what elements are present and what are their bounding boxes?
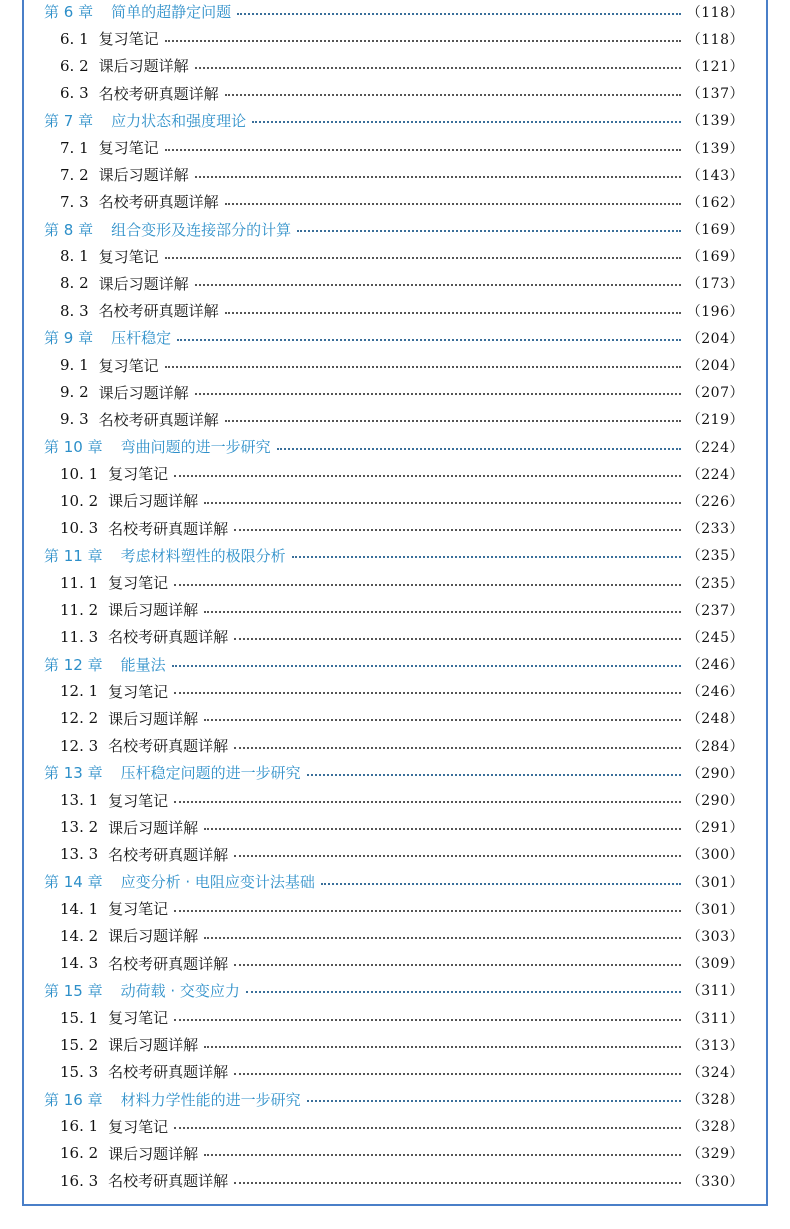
entry-title: 名校考研真题详解 [108,628,229,647]
toc-section-entry[interactable] [44,25,744,52]
dot-leader [165,149,681,151]
entry-page-number: （329） [686,1146,744,1163]
entry-page-number: （224） [686,466,744,483]
toc-section-entry[interactable] [44,705,744,732]
dot-leader [225,420,681,422]
entry-number: 第 9 章 [44,329,94,348]
toc-section-entry[interactable] [44,351,744,378]
entry-number: 12. 3 [60,736,99,755]
entry-page-number: （324） [686,1064,744,1081]
entry-number: 8. 2 [60,274,89,293]
dot-leader [237,13,681,15]
toc-section-entry[interactable] [44,80,744,107]
entry-title: 组合变形及连接部分的计算 [111,220,292,239]
toc-section-entry[interactable] [44,1113,744,1140]
toc-section-entry[interactable] [44,52,744,79]
entry-page-number: （162） [686,194,744,211]
entry-page-number: （118） [686,31,744,48]
entry-title: 课后习题详解 [98,166,189,185]
entry-number: 第 16 章 [44,1090,103,1109]
entry-number: 7. 2 [60,165,89,184]
entry-number: 14. 2 [60,926,99,945]
entry-number: 8. 3 [60,301,89,320]
toc-chapter-entry[interactable] [44,1086,744,1113]
entry-number: 第 14 章 [44,873,103,892]
entry-title: 复习笔记 [108,1117,169,1136]
entry-number: 9. 1 [60,356,89,375]
entry-number: 13. 3 [60,845,99,864]
entry-page-number: （235） [686,548,744,565]
dot-leader [321,883,681,885]
entry-page-number: （290） [686,793,744,810]
entry-title: 材料力学性能的进一步研究 [120,1090,301,1109]
entry-number: 7. 3 [60,192,89,211]
toc-chapter-entry[interactable] [44,107,744,134]
toc-section-entry[interactable] [44,1004,744,1031]
dot-leader [234,529,681,531]
entry-number: 11. 3 [60,627,99,646]
dot-leader [195,393,681,395]
dot-leader [234,638,681,640]
entry-title: 课后习题详解 [108,927,199,946]
entry-number: 第 8 章 [44,220,94,239]
entry-number: 第 11 章 [44,546,103,565]
entry-title: 课后习题详解 [108,1144,199,1163]
entry-page-number: （237） [686,602,744,619]
dot-leader [246,991,681,993]
entry-title: 名校考研真题详解 [98,302,219,321]
dot-leader [307,774,681,776]
entry-page-number: （139） [686,113,744,130]
entry-page-number: （169） [686,249,744,266]
entry-title: 复习笔记 [108,791,169,810]
entry-page-number: （328） [686,1092,744,1109]
entry-page-number: （235） [686,575,744,592]
dot-leader [165,257,681,259]
dot-leader [234,964,681,966]
dot-leader [225,312,681,314]
dot-leader [234,855,681,857]
entry-title: 名校考研真题详解 [108,737,229,756]
entry-title: 名校考研真题详解 [108,1172,229,1191]
entry-number: 第 7 章 [44,111,94,130]
entry-title: 复习笔记 [108,900,169,919]
toc-section-entry[interactable] [44,406,744,433]
entry-number: 16. 2 [60,1144,99,1163]
dot-leader [204,937,681,939]
entry-page-number: （224） [686,439,744,456]
entry-title: 名校考研真题详解 [108,845,229,864]
entry-title: 课后习题详解 [108,1036,199,1055]
entry-page-number: （207） [686,385,744,402]
entry-page-number: （137） [686,86,744,103]
entry-number: 10. 1 [60,464,99,483]
toc-chapter-entry[interactable] [44,759,744,786]
entry-title: 课后习题详解 [108,492,199,511]
dot-leader [204,1046,681,1048]
dot-leader [252,121,681,123]
entry-number: 10. 3 [60,519,99,538]
dot-leader [195,176,681,178]
toc-chapter-entry[interactable] [44,324,744,351]
table-of-contents [44,0,744,1194]
entry-page-number: （169） [686,222,744,239]
toc-section-entry[interactable] [44,596,744,623]
toc-section-entry[interactable] [44,922,744,949]
entry-number: 第 6 章 [44,3,94,22]
dot-leader [177,339,681,341]
entry-page-number: （118） [686,4,744,21]
toc-chapter-entry[interactable] [44,216,744,243]
toc-section-entry[interactable] [44,786,744,813]
entry-number: 第 12 章 [44,655,103,674]
toc-section-entry[interactable] [44,270,744,297]
entry-title: 弯曲问题的进一步研究 [120,438,271,457]
toc-section-entry[interactable] [44,678,744,705]
entry-number: 16. 1 [60,1117,99,1136]
toc-section-entry[interactable] [44,487,744,514]
entry-number: 12. 2 [60,709,99,728]
dot-leader [174,692,681,694]
entry-page-number: （291） [686,820,744,837]
dot-leader [225,203,681,205]
entry-page-number: （248） [686,711,744,728]
toc-section-entry[interactable] [44,950,744,977]
dot-leader [172,665,681,667]
entry-title: 课后习题详解 [98,383,189,402]
entry-title: 复习笔记 [108,682,169,701]
entry-number: 6. 1 [60,29,89,48]
entry-page-number: （284） [686,738,744,755]
toc-section-entry[interactable] [44,1167,744,1194]
entry-number: 6. 3 [60,84,89,103]
dot-leader [234,747,681,749]
entry-title: 考虑材料塑性的极限分析 [120,546,286,565]
toc-section-entry[interactable] [44,379,744,406]
dot-leader [225,94,681,96]
dot-leader [174,1127,681,1129]
entry-number: 15. 2 [60,1035,99,1054]
dot-leader [204,502,681,504]
entry-number: 6. 2 [60,56,89,75]
dot-leader [195,67,681,69]
dot-leader [165,40,681,42]
entry-page-number: （246） [686,684,744,701]
entry-title: 能量法 [120,655,166,674]
entry-title: 应变分析 · 电阻应变计法基础 [120,873,315,892]
dot-leader [204,611,681,613]
entry-title: 名校考研真题详解 [108,1063,229,1082]
entry-page-number: （301） [686,901,744,918]
entry-number: 14. 3 [60,954,99,973]
entry-number: 15. 3 [60,1062,99,1081]
dot-leader [277,448,681,450]
entry-page-number: （330） [686,1173,744,1190]
entry-number: 13. 1 [60,791,99,810]
entry-title: 复习笔记 [98,139,159,158]
entry-page-number: （121） [686,58,744,75]
entry-page-number: （219） [686,412,744,429]
entry-number: 第 10 章 [44,438,103,457]
toc-section-entry[interactable] [44,841,744,868]
toc-section-entry[interactable] [44,134,744,161]
entry-title: 名校考研真题详解 [98,410,219,429]
dot-leader [204,828,681,830]
entry-title: 复习笔记 [108,574,169,593]
entry-page-number: （290） [686,765,744,782]
toc-chapter-entry[interactable] [44,651,744,678]
entry-page-number: （204） [686,358,744,375]
entry-title: 复习笔记 [108,1009,169,1028]
entry-title: 名校考研真题详解 [98,193,219,212]
toc-section-entry[interactable] [44,569,744,596]
entry-number: 11. 2 [60,600,99,619]
entry-title: 压杆稳定 [111,329,172,348]
toc-section-entry[interactable] [44,1031,744,1058]
entry-number: 16. 3 [60,1171,99,1190]
dot-leader [204,1154,681,1156]
entry-number: 11. 1 [60,573,99,592]
entry-title: 课后习题详解 [98,57,189,76]
dot-leader [174,801,681,803]
entry-title: 复习笔记 [98,247,159,266]
entry-title: 复习笔记 [98,30,159,49]
entry-page-number: （143） [686,167,744,184]
entry-number: 13. 2 [60,818,99,837]
entry-number: 10. 2 [60,491,99,510]
dot-leader [307,1100,681,1102]
dot-leader [174,910,681,912]
toc-section-entry[interactable] [44,460,744,487]
toc-section-entry[interactable] [44,895,744,922]
dot-leader [165,366,681,368]
entry-title: 课后习题详解 [108,818,199,837]
entry-page-number: （309） [686,956,744,973]
dot-leader [195,284,681,286]
toc-section-entry[interactable] [44,161,744,188]
entry-page-number: （311） [686,983,744,1000]
entry-number: 14. 1 [60,899,99,918]
entry-page-number: （246） [686,657,744,674]
dot-leader [292,556,681,558]
toc-chapter-entry[interactable] [44,542,744,569]
entry-page-number: （196） [686,303,744,320]
entry-title: 应力状态和强度理论 [111,111,247,130]
toc-section-entry[interactable] [44,297,744,324]
entry-page-number: （204） [686,330,744,347]
toc-section-entry[interactable] [44,814,744,841]
entry-page-number: （139） [686,140,744,157]
toc-chapter-entry[interactable] [44,868,744,895]
toc-section-entry[interactable] [44,243,744,270]
dot-leader [174,475,681,477]
toc-chapter-entry[interactable] [44,0,744,25]
entry-page-number: （173） [686,276,744,293]
entry-page-number: （311） [686,1010,744,1027]
entry-title: 课后习题详解 [108,709,199,728]
toc-section-entry[interactable] [44,732,744,759]
toc-section-entry[interactable] [44,515,744,542]
entry-title: 复习笔记 [98,356,159,375]
entry-title: 名校考研真题详解 [98,84,219,103]
entry-page-number: （313） [686,1037,744,1054]
dot-leader [174,584,681,586]
dot-leader [204,719,681,721]
entry-title: 名校考研真题详解 [108,519,229,538]
entry-title: 名校考研真题详解 [108,954,229,973]
entry-page-number: （233） [686,521,744,538]
entry-number: 8. 1 [60,247,89,266]
entry-title: 复习笔记 [108,465,169,484]
entry-number: 第 13 章 [44,764,103,783]
entry-number: 第 15 章 [44,981,103,1000]
entry-title: 课后习题详解 [98,274,189,293]
entry-number: 7. 1 [60,138,89,157]
dot-leader [297,230,681,232]
toc-section-entry[interactable] [44,1058,744,1085]
entry-page-number: （226） [686,493,744,510]
entry-page-number: （301） [686,874,744,891]
entry-title: 简单的超静定问题 [111,3,232,22]
toc-chapter-entry[interactable] [44,433,744,460]
entry-page-number: （303） [686,928,744,945]
entry-title: 压杆稳定问题的进一步研究 [120,764,301,783]
toc-section-entry[interactable] [44,1140,744,1167]
toc-chapter-entry[interactable] [44,977,744,1004]
toc-section-entry[interactable] [44,623,744,650]
entry-title: 课后习题详解 [108,601,199,620]
entry-number: 12. 1 [60,682,99,701]
toc-section-entry[interactable] [44,188,744,215]
entry-number: 15. 1 [60,1008,99,1027]
entry-page-number: （328） [686,1119,744,1136]
entry-title: 动荷载 · 交变应力 [120,981,240,1000]
entry-page-number: （300） [686,847,744,864]
dot-leader [234,1073,681,1075]
entry-number: 9. 3 [60,410,89,429]
entry-page-number: （245） [686,629,744,646]
dot-leader [234,1182,681,1184]
entry-number: 9. 2 [60,383,89,402]
dot-leader [174,1019,681,1021]
